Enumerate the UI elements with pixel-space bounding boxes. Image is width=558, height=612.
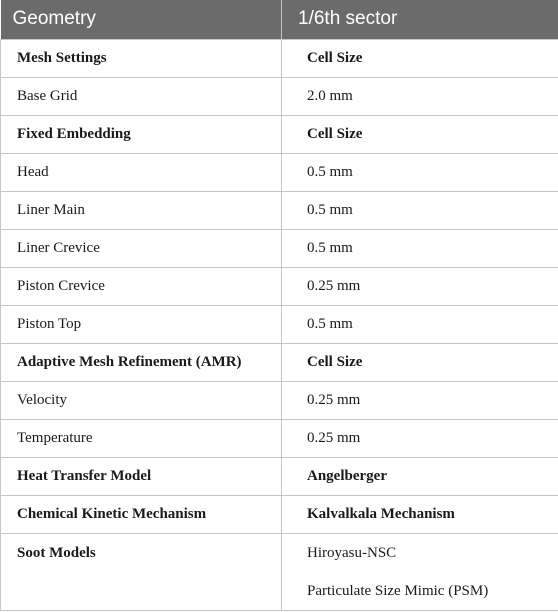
row-value: Angelberger — [282, 457, 558, 495]
row-label: Chemical Kinetic Mechanism — [1, 495, 282, 533]
row-value: 0.25 mm — [282, 381, 558, 419]
row-label: Soot Models — [1, 533, 282, 610]
soot-model-value: Hiroyasu-NSC — [307, 544, 397, 561]
row-value: Cell Size — [282, 343, 558, 381]
row-label: Temperature — [1, 419, 282, 457]
table-row — [1, 39, 558, 77]
row-value: Cell Size — [282, 115, 558, 153]
row-label: Piston Top — [1, 305, 282, 343]
row-value: 0.25 mm — [282, 267, 558, 305]
table-row-soot-models — [1, 533, 558, 610]
row-value: Kalvalkala Mechanism — [282, 495, 558, 533]
table-row — [1, 305, 558, 343]
table-row — [1, 495, 558, 533]
row-label: Heat Transfer Model — [1, 457, 282, 495]
row-label: Mesh Settings — [1, 39, 282, 77]
table-row — [1, 457, 558, 495]
row-value: Cell Size — [282, 39, 558, 77]
table-row — [1, 419, 558, 457]
table-row — [1, 267, 558, 305]
row-value: 0.5 mm — [282, 229, 558, 267]
header-row — [1, 0, 558, 39]
soot-model-value: Particulate Size Mimic (PSM) — [307, 582, 489, 599]
row-label: Liner Crevice — [1, 229, 282, 267]
row-label: Velocity — [1, 381, 282, 419]
header-sector: 1/6th sector — [298, 8, 398, 30]
row-value: 0.5 mm — [282, 191, 558, 229]
table-row — [1, 77, 558, 115]
row-value: 0.5 mm — [282, 305, 558, 343]
table-row — [1, 191, 558, 229]
table-header — [1, 0, 558, 39]
row-value: 0.25 mm — [282, 419, 558, 457]
row-label: Adaptive Mesh Refinement (AMR) — [1, 343, 282, 381]
table-row — [1, 153, 558, 191]
table-body — [1, 39, 558, 610]
row-value: 0.5 mm — [282, 153, 558, 191]
row-label: Head — [1, 153, 282, 191]
row-label: Liner Main — [1, 191, 282, 229]
header-geometry: Geometry — [1, 0, 282, 39]
table-row — [1, 115, 558, 153]
row-label: Fixed Embedding — [1, 115, 282, 153]
table-row — [1, 229, 558, 267]
table-row — [1, 381, 558, 419]
row-label: Piston Crevice — [1, 267, 282, 305]
row-value — [282, 533, 558, 610]
row-value: 2.0 mm — [282, 77, 558, 115]
row-label: Base Grid — [1, 77, 282, 115]
table-row — [1, 343, 558, 381]
